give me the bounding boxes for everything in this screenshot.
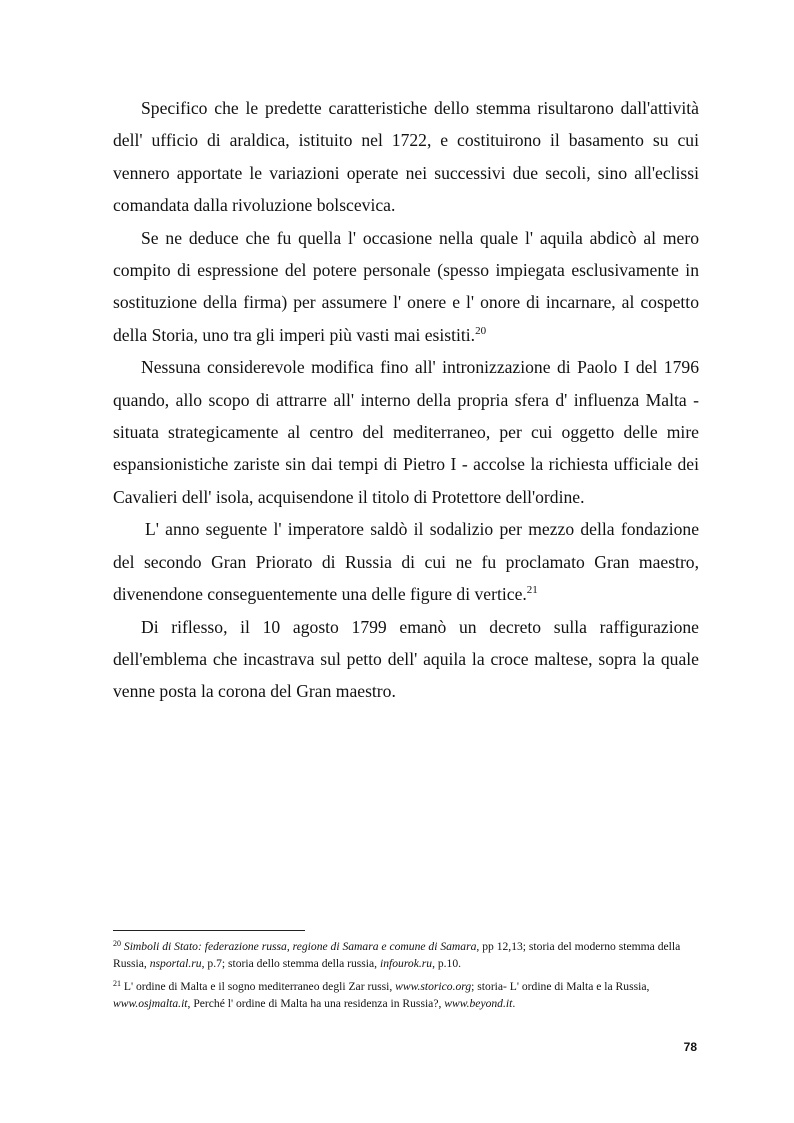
paragraph-text: Di riflesso, il 10 agosto 1799 emanò un decreto sulla raffigurazione dell'emblema che incastrava sul petto dell' aquila la croce maltese, sopra la quale venne posta la corona del Gran maestro.	[113, 616, 699, 702]
paragraph-4	[113, 513, 699, 610]
footnote-21	[113, 978, 703, 1012]
footnote-number: 20	[113, 939, 121, 948]
footnote-text: L' ordine di Malta e il sogno mediterraneo degli Zar russi,	[123, 980, 396, 993]
footnote-number: 21	[113, 979, 121, 988]
page-number: 78	[683, 1040, 697, 1054]
footnote-20	[113, 938, 703, 972]
paragraph-text: Specifico che le predette caratteristiche dello stemma risultarono dall'attività dell' ufficio di araldica, istituito nel 1722, e costituirono il basamento su cui vennero apportate le variazioni operate nei successivi due secoli, sino all'eclissi comandata dalla rivoluzione bolscevica.	[113, 98, 699, 216]
footnotes	[113, 938, 703, 1018]
body-text	[113, 92, 699, 708]
footnote-text: , p.7; storia dello stemma della russia,	[201, 957, 380, 970]
footnote-text: , Perché l' ordine di Malta ha una residenza in Russia?,	[187, 997, 445, 1010]
footnote-ref-20[interactable]: 20	[475, 324, 487, 337]
footnote-site: www.storico.org	[395, 980, 472, 993]
footnote-site: nsportal.ru	[149, 957, 202, 970]
paragraph-5	[113, 611, 699, 708]
footnote-text: ; storia- L' ordine di Malta e la Russia,	[471, 980, 650, 993]
footnote-site: infourok.ru	[379, 957, 433, 970]
paragraph-3	[113, 351, 699, 513]
footnote-text: .	[512, 997, 516, 1010]
paragraph-1	[113, 92, 699, 222]
footnote-site: www.beyond.it	[444, 997, 513, 1010]
paragraph-text: L' anno seguente l' imperatore saldò il sodalizio per mezzo della fondazione del secondo Gran Priorato di Russia di cui ne fu proclamato Gran maestro, divenendone conseguentemente una delle figure di vertice.	[113, 519, 699, 605]
paragraph-2	[113, 222, 699, 352]
paragraph-text: Nessuna considerevole modifica fino all' intronizzazione di Paolo I del 1796 quando, allo scopo di attrarre all' interno della propria sfera d' influenza Malta - situata strategicamente al centro del mediterraneo, per cui oggetto delle mire espansionistiche zariste sin dai tempi di Pietro I - accolse la richiesta ufficiale dei Cavalieri dell' isola, acquisendone il titolo di Protettore dell'ordine.	[113, 357, 699, 507]
paragraph-text: Se ne deduce che fu quella l' occasione nella quale l' aquila abdicò al mero compito di espressione del potere personale (spesso impiegata esclusivamente in sostituzione della firma) per assumere l' onere e l' onore di incarnare, al cospetto della Storia, uno tra gli imperi più vasti mai esistiti.	[113, 227, 699, 345]
footnote-text: , pp 12,13; storia del moderno stemma della Russia,	[113, 940, 681, 970]
footnote-text: , p.10.	[432, 957, 462, 970]
footnote-separator	[113, 930, 305, 931]
footnote-ref-21[interactable]: 21	[526, 584, 538, 597]
footnote-site: www.osjmalta.it	[113, 997, 188, 1010]
footnote-source-title: Simboli di Stato: federazione russa, regione di Samara e comune di Samara	[123, 940, 477, 953]
